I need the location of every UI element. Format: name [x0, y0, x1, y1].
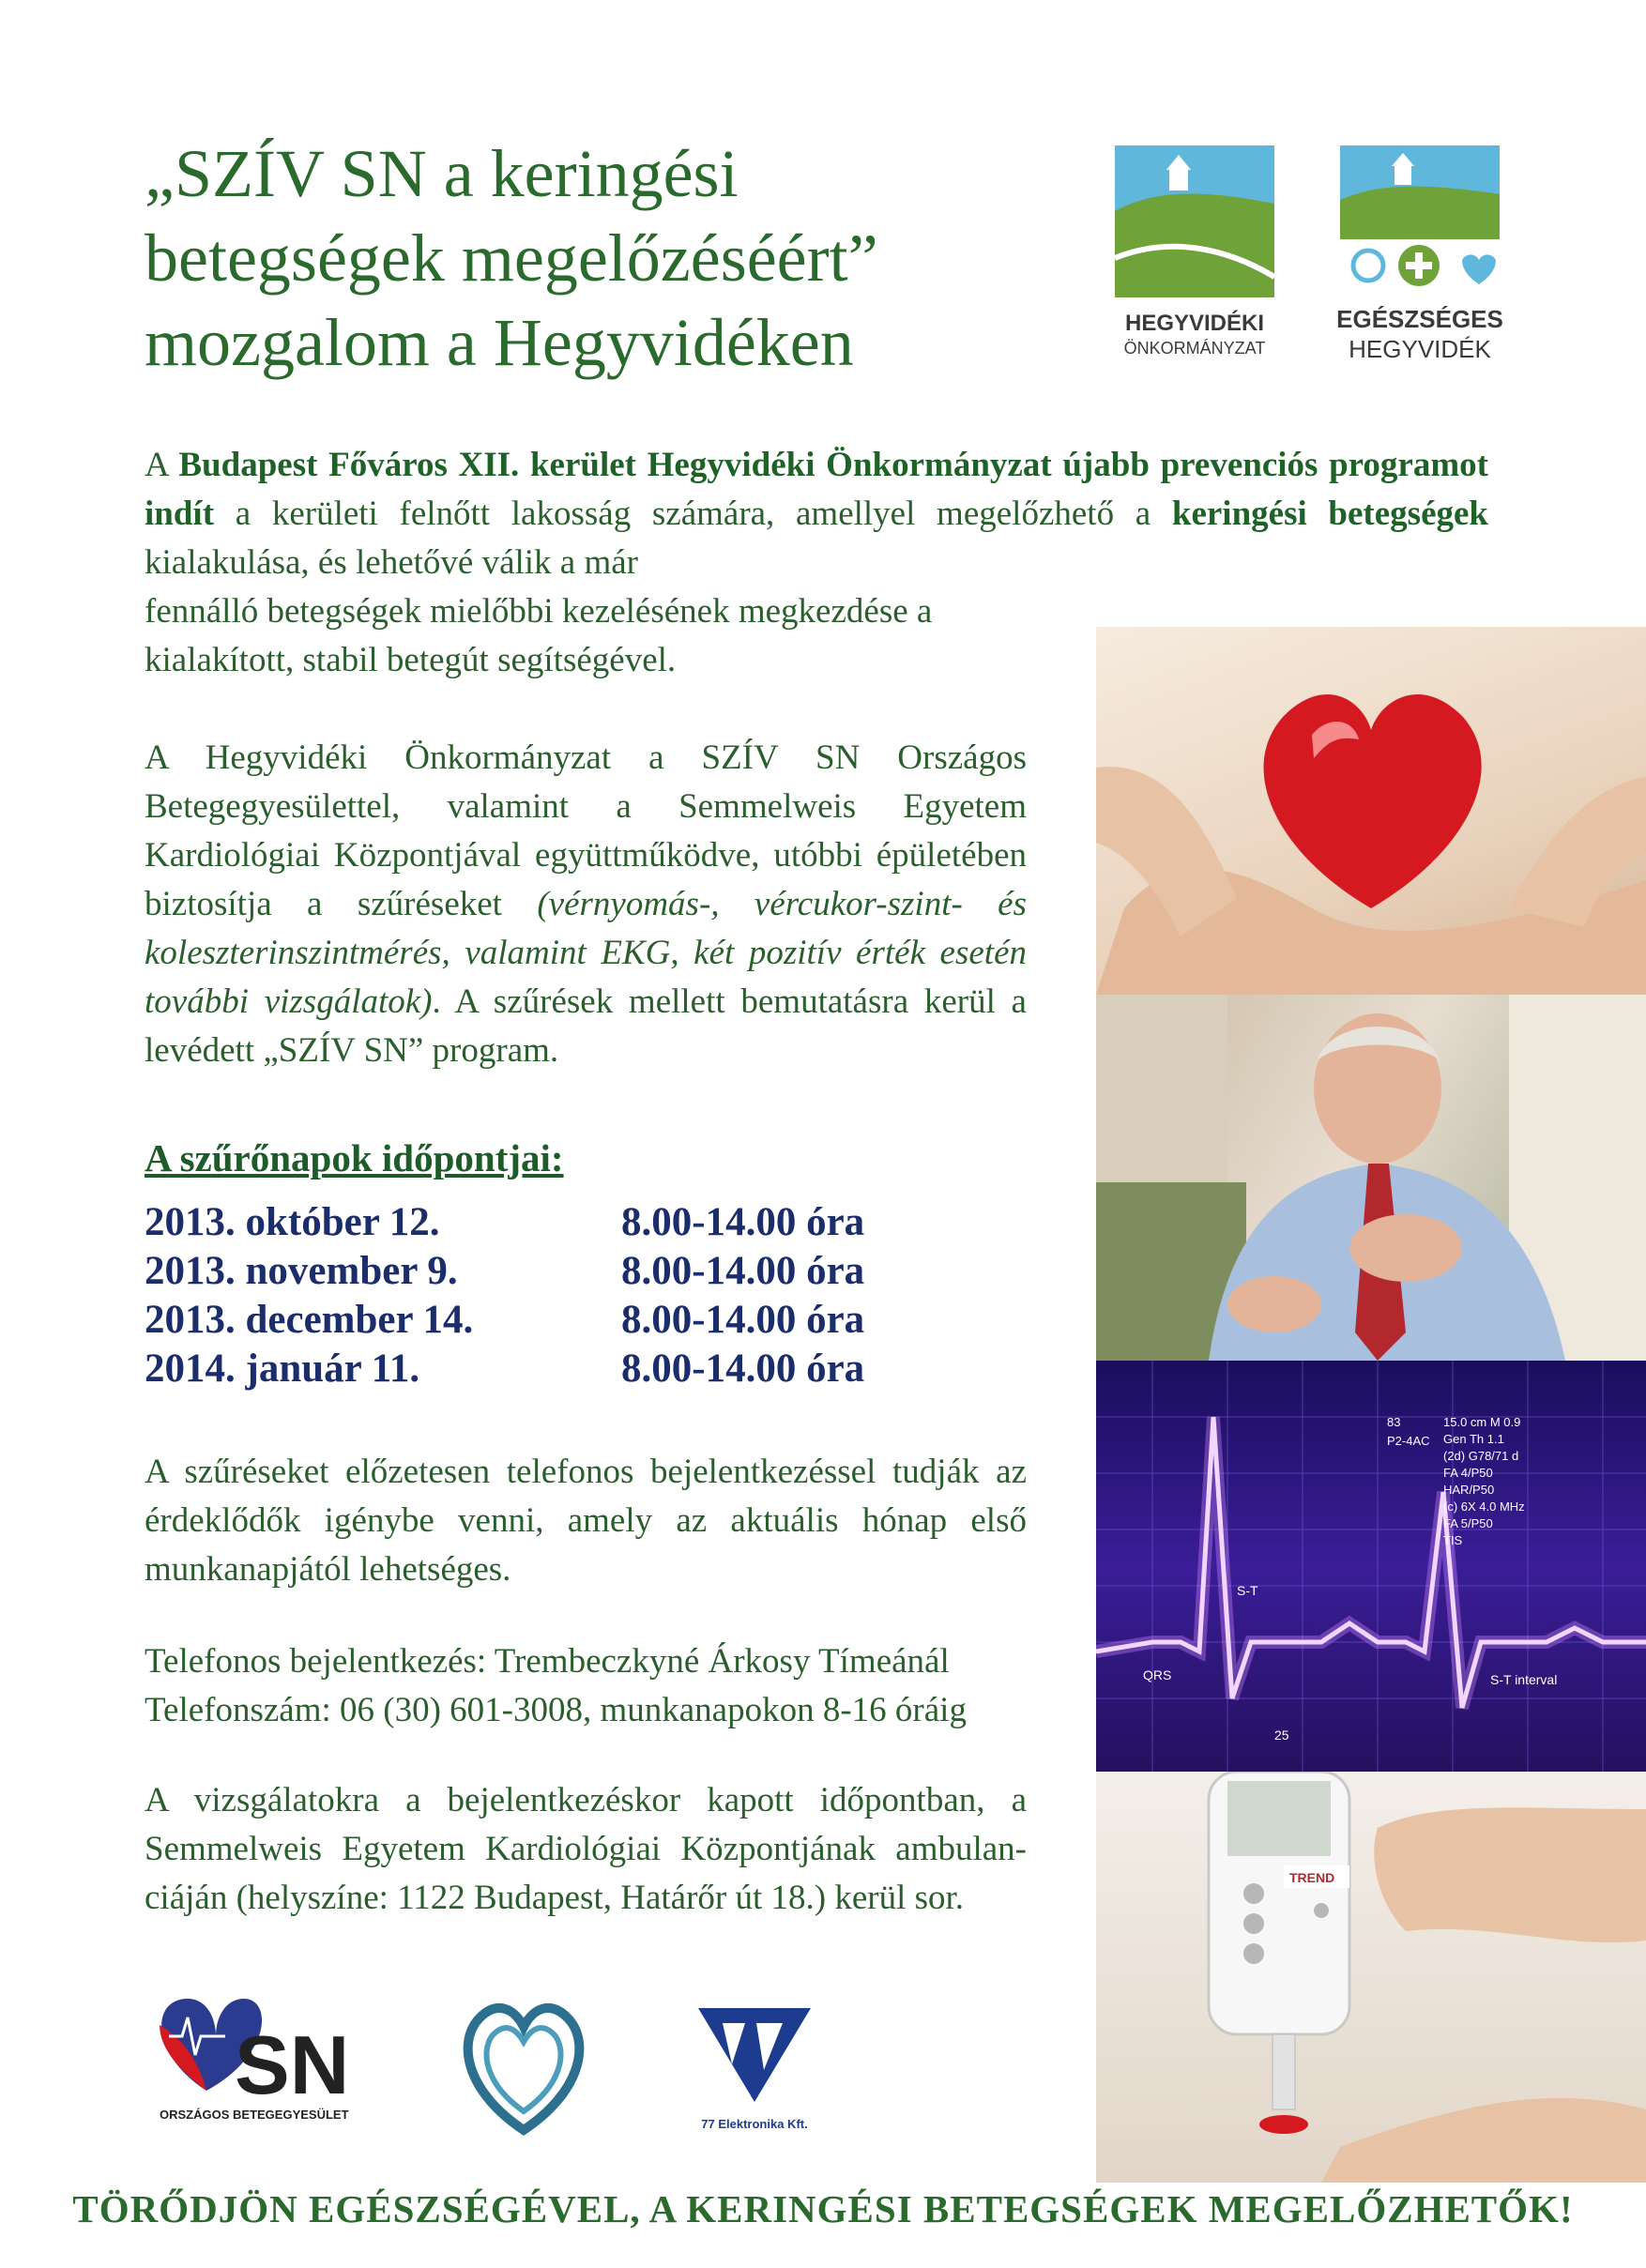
health-icons	[1344, 243, 1496, 290]
ekg-monitor-photo	[1096, 1361, 1646, 1772]
sziv-sn-logo	[141, 1980, 366, 2130]
meter-trend-label: TREND	[1289, 1870, 1335, 1885]
hegyvideki-onkormanyzat-logo	[1115, 145, 1274, 371]
intro-bold-program: Budapest Főváros XII. kerület Hegyvidéki Önkormányzat újabb prevenciós programot indít	[145, 446, 1488, 533]
ekg-overlay-text: 15.0 cm M 0.9	[1443, 1415, 1521, 1429]
heart-in-hands-photo	[1096, 627, 1646, 995]
ekg-overlay-text: TIS	[1443, 1533, 1463, 1547]
collaboration-paragraph	[145, 734, 1027, 1075]
semmelweis-heart-logo	[458, 1999, 589, 2139]
intro-bold-disease: keringési betegségek	[1171, 495, 1488, 533]
collab-text: . A szűrések mellett bemutatásra kerül a levédett „SZÍV SN” program.	[145, 982, 1027, 1070]
ekg-overlay-text: QRS	[1143, 1667, 1172, 1682]
triangle-77-icon	[689, 1999, 820, 2111]
schedule-heading: A szűrőnapok időpontjai:	[145, 1136, 564, 1180]
phone-contact-line: Telefonos bejelentkezés: Trembeczkyné Árkosy Tímeánál	[145, 1642, 950, 1681]
schedule-time: 8.00-14.00 óra	[621, 1249, 865, 1293]
schedule-date: 2013. november 9.	[145, 1249, 458, 1293]
ekg-overlay-text: S-T interval	[1490, 1672, 1558, 1687]
hegyvideki-caption-2: ÖNKORMÁNYZAT	[1123, 339, 1266, 358]
schedule-time: 8.00-14.00 óra	[621, 1298, 865, 1342]
ekg-overlay-text: 83	[1387, 1415, 1401, 1429]
ekg-overlay-text: (c) 6X 4.0 MHz	[1443, 1499, 1525, 1514]
egeszseges-hegyvidek-logo	[1336, 145, 1503, 371]
ekg-overlay-text: FA 5/P50	[1443, 1516, 1493, 1530]
schedule-date: 2013. december 14.	[145, 1298, 474, 1342]
egeszseges-caption-1: EGÉSZSÉGES	[1336, 305, 1503, 333]
sn-logo-caption: ORSZÁGOS BETEGEGYESÜLET	[160, 2108, 349, 2122]
collab-text: A Hegyvidéki Önkormányzat a SZÍV SN Országos Betegegyesülettel, valamint a Semmelweis Egyetem Kardiológiai Központjával együttműködve, utóbbi épületében biztosítja a szűréseket	[145, 738, 1027, 923]
schedule-date: 2013. október 12.	[145, 1200, 440, 1244]
ekg-overlay-text: S-T	[1237, 1583, 1258, 1598]
ekg-overlay-text: P2-4AC	[1387, 1434, 1430, 1448]
schedule-date: 2014. január 11.	[145, 1347, 420, 1391]
registration-paragraph: A szűréseket előzetesen telefonos bejelentkezéssel tudják az érdeklődők igénybe venni, amely az aktuális hónap első munkanapjától lehetséges.	[145, 1453, 1027, 1589]
77-elektronika-caption: 77 Elektronika Kft.	[701, 2117, 808, 2131]
sn-logo-text: SN	[235, 2018, 350, 2111]
page-title	[145, 131, 1027, 385]
intro-paragraph-continued: fennálló betegségek mielőbbi kezelésének megkezdése a kialakított, stabil betegút segítségével.	[145, 592, 933, 679]
intro-text: A	[145, 446, 179, 484]
title-line-2: betegségek megelőzéséért”	[145, 221, 878, 296]
visit-paragraph: A vizsgálatokra a bejelentkezéskor kapott időpontban, a Semmelweis Egyetem Kardiológiai Központjának ambulan-ciáján (helyszíne: 1122 Budapest, Határőr út 18.) kerül sor.	[145, 1781, 1027, 1917]
ekg-overlay-text: 25	[1274, 1728, 1289, 1743]
chest-pain-man-photo	[1096, 995, 1646, 1361]
intro-text: kialakulása, és lehetővé válik a már	[145, 543, 639, 582]
hill-icon	[1115, 145, 1274, 297]
ekg-overlay-text: HAR/P50	[1443, 1483, 1495, 1497]
heart-icon	[1462, 254, 1496, 284]
schedule-time: 8.00-14.00 óra	[621, 1347, 865, 1391]
egeszseges-caption-2: HEGYVIDÉK	[1349, 335, 1491, 363]
intro-paragraph	[145, 441, 1488, 587]
phone-number-line: Telefonszám: 06 (30) 601-3008, munkanapokon 8-16 óráig	[145, 1691, 967, 1729]
ekg-overlay-text: FA 4/P50	[1443, 1466, 1493, 1480]
title-line-3: mozgalom a Hegyvidéken	[145, 305, 854, 380]
hegyvideki-caption-1: HEGYVIDÉKI	[1124, 311, 1265, 336]
hill-icon	[1340, 145, 1500, 239]
schedule-time: 8.00-14.00 óra	[621, 1200, 865, 1244]
collab-italic: (vérnyomás-, vércukor-szint- és koleszterinszintmérés, valamint EKG, két pozitív érték esetén további vizsgálatok)	[145, 885, 1028, 1021]
ekg-overlay-text: (2d) G78/71 d	[1443, 1449, 1519, 1463]
title-line-1: „SZÍV SN a keringési	[145, 136, 739, 211]
ekg-overlay-text: Gen Th 1.1	[1443, 1432, 1504, 1446]
intro-text: a kerületi felnőtt lakosság számára, amellyel megelőzhető a	[214, 495, 1172, 533]
phone-paragraph	[145, 1637, 1027, 1735]
footer-slogan: TÖRŐDJÖN EGÉSZSÉGÉVEL, A KERINGÉSI BETEGSÉGEK MEGELŐZHETŐK!	[72, 2187, 1574, 2230]
glucose-meter-photo	[1096, 1772, 1646, 2183]
owl-icon	[1353, 251, 1383, 281]
77-elektronika-logo	[689, 1999, 820, 2149]
heart-outline-icon	[458, 1999, 589, 2139]
